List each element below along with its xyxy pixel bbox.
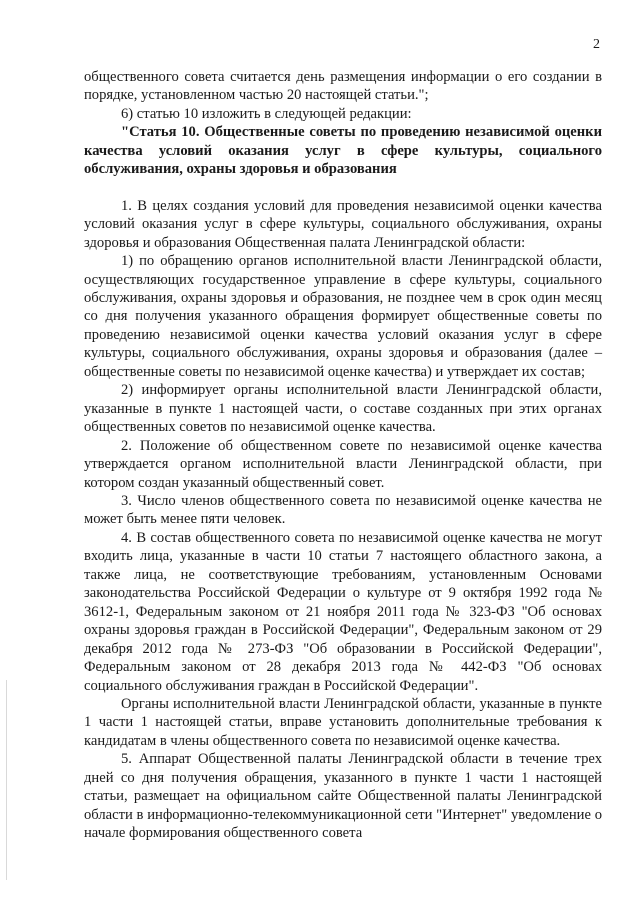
document-body [84, 68, 602, 843]
paragraph-amendment-item-6: 6) статью 10 изложить в следующей редакции: [121, 105, 412, 122]
paragraph-part-3: 3. Число членов общественного совета по независимой оценке качества не может быть менее пяти человек. [84, 492, 602, 528]
page-number: 2 [593, 37, 600, 52]
paragraph-part-1: 1. В целях создания условий для проведения независимой оценки качества условий оказания услуг в сфере культуры, социального обслуживания, охраны здоровья и образования Общественная палата Ленинградской области: [84, 197, 602, 251]
scan-margin-line [6, 680, 7, 880]
article-10-heading: "Статья 10. Общественные советы по проведению независимой оценки качества условий оказания услуг в сфере культуры, социального обслуживания, охраны здоровья и образования [84, 124, 602, 178]
paragraph-part-5: 5. Аппарат Общественной палаты Ленинградской области в течение трех дней со дня получения обращения, указанного в пункте 1 части 1 настоящей статьи, размещает на официальном сайте Общественной палаты Ленинградской области в информационно-телекоммуникационной сети "Интернет" уведомление о начале формирования общественного совета [84, 751, 602, 842]
paragraph-part-2: 2. Положение об общественном совете по независимой оценке качества утверждается органом исполнительной власти Ленинградской области, при котором создан указанный общественный совет. [84, 437, 602, 491]
paragraph-part-4: 4. В состав общественного совета по независимой оценке качества не могут входить лица, указанные в части 10 статьи 7 настоящего областного закона, а также лица, не соответствующие требованиям, установленным Основами законодательства Российской Федерации о культуре от 9 октября 1992 года № 3612-1, Федеральным законом от 21 ноября 2011 года № 323-ФЗ "Об основах охраны здоровья граждан в Российской Федерации", Федеральным законом от 29 декабря 2012 года № 273-ФЗ "Об образовании в Российской Федерации", Федеральным законом от 28 декабря 2013 года № 442-ФЗ "Об основах социального обслуживания граждан в Российской Федерации". [84, 529, 602, 694]
paragraph-continuation: общественного совета считается день размещения информации о его создании в порядке, установленном частью 20 настоящей статьи."; [84, 69, 602, 104]
paragraph-part-1-item-2: 2) информирует органы исполнительной власти Ленинградской области, указанные в пункте 1 настоящей части, о составе созданных при этих органах общественных советов по независимой оценке качества. [84, 382, 602, 436]
paragraph-part-4-addendum: Органы исполнительной власти Ленинградской области, указанные в пункте 1 части 1 настоящей статьи, вправе установить дополнительные требования к кандидатам в члены общественного совета по независимой оценке качества. [84, 695, 602, 749]
paragraph-part-1-item-1: 1) по обращению органов исполнительной власти Ленинградской области, осуществляющих государственное управление в сфере культуры, социального обслуживания, охраны здоровья и образования, не позднее чем в срок один месяц со дня получения указанного обращения формирует общественные советы по проведению независимой оценки качества условий оказания услуг в сфере культуры, социального обслуживания, охраны здоровья и образования (далее – общественные советы по независимой оценке качества) и утверждает их состав; [84, 253, 602, 380]
